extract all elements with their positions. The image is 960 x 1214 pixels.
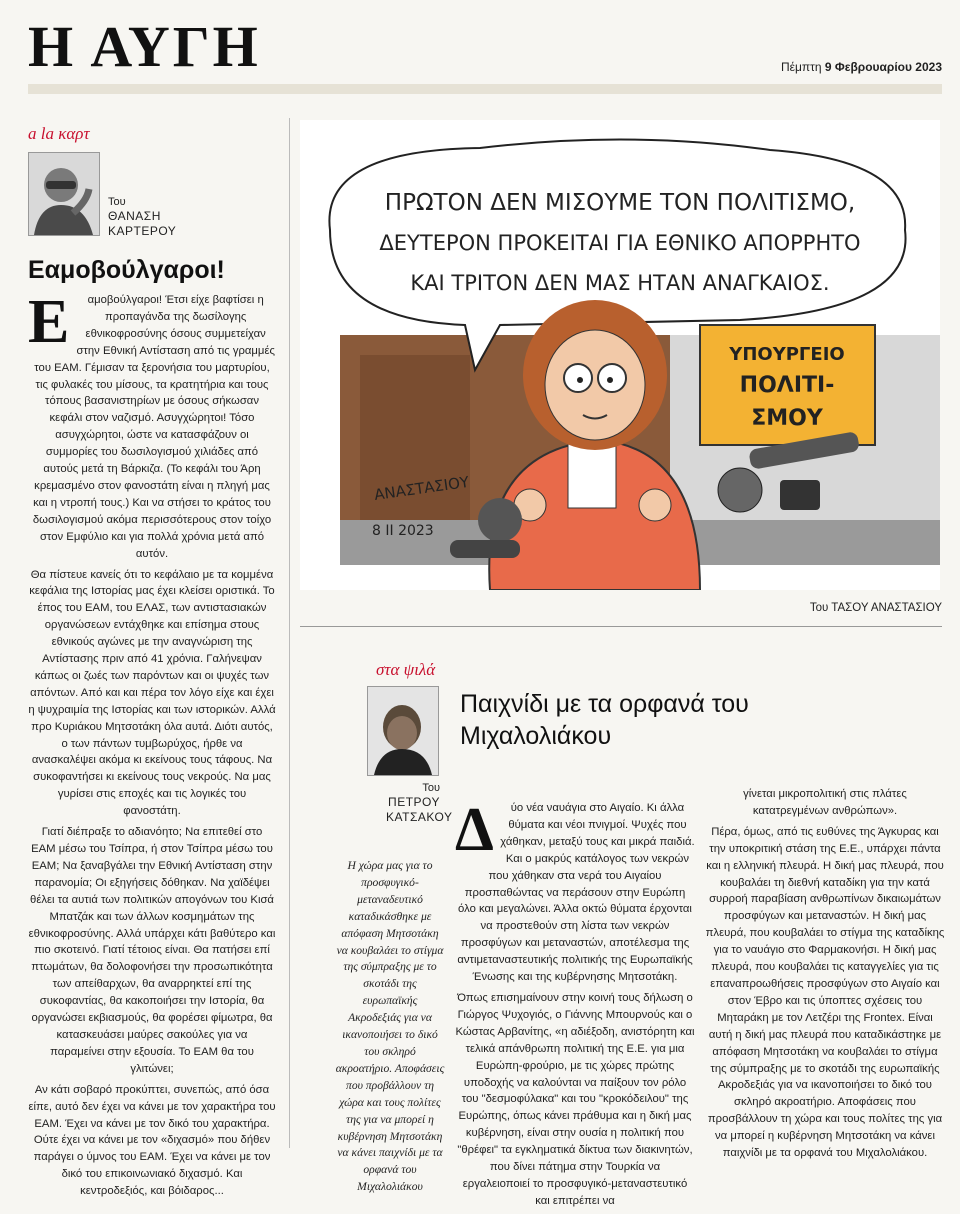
paragraph: Θα πίστευε κανείς ότι το κεφάλαιο με τα κομμένα κεφάλια της Ιστορίας μας έχει κλείσει οριστικά. Το έπος του ΕΑΜ, του ΕΛΑΣ, των αντιστασιακών οργανώσεων εντάχθηκε και επίσημα στους εθνικούς αγώνες με την αναγνώριση της Αντίστασης πριν από 41 χρόνια. Γαλήνεψαν κάπως οι ζωές των παρόντων και οι ψυχές των απόντων. Από και και πέρα τον λόγο είχε και έχει η ψυχραιμία της Ιστορίας και των ιστορικών. Αλλά προ Κυριάκου Μητσοτάκη όλα αυτά. Διότι αυτός, ο των πάντων τυμβωρύχος, ήρθε να ανασκαλέψει ακόμα κι εκείνους τους τάφους. Να συκοφαντήσει κι εκείνους τους νεκρούς. Να μας γυρίσει στις εποχές και τις λογικές του φανοστάτη. — [28, 568, 276, 818]
author-lastname: ΚΑΡΤΕΡΟΥ — [108, 223, 177, 238]
title-line-1: Παιχνίδι με τα ορφανά του — [460, 690, 749, 718]
cartoonist-signature: ΑΝΑΣΤΑΣΙΟΥ — [373, 472, 471, 504]
left-article-title: Εαμοβούλγαροι! — [28, 256, 225, 284]
right-article-column-2 — [705, 786, 945, 1166]
author-photo-katsakos — [367, 686, 439, 776]
section-label-a-la-carte: a la καρτ — [28, 124, 90, 143]
left-article-body — [28, 288, 276, 1204]
masthead-title: Η ΑΥΓΗ — [28, 14, 261, 79]
pull-quote: Η χώρα μας για το προσφυγικό-μεταναδευτικό καταδικάσθηκε με απόφαση Μητσοτάκη να κουβαλάει το στίγμα της σύμπραξης με το σκοτάδι της ευρωπαϊκής Ακροδεξιάς για να ικανοποιήσει το δικό του σκληρό ακροατήριο. Αποφάσεις που προβάλλουν τη χώρα και τους πολίτες της για να μπορεί η κυβέρνηση Μητσοτάκη να κάνει παιχνίδι με τα ορφανά του Μιχαλολιάκου — [335, 859, 445, 1194]
cartoon-date: 8 ΙΙ 2023 — [372, 523, 434, 539]
credit-name: ΤΑΣΟΥ ΑΝΑΣΤΑΣΙΟΥ — [831, 602, 942, 614]
editorial-cartoon — [300, 120, 940, 590]
masthead-rule — [28, 84, 942, 94]
paragraph-text: ύο νέα ναυάγια στο Αιγαίο. Κι άλλα θύματα και νέοι πνιγμοί. Ψυχές που χάθηκαν, μεταξύ τους και μικρά παιδιά. Και ο μακρύς κατάλογος των νεκρών που χάθηκαν στα νερά του Αιγαίου προσπαθώντας να περάσουν στην Ευρώπη όλο και μεγαλώνει. Άλλα οκτώ θύματα έρχονται να προστεθούν στη λίστα των νεκρών προσφύγων και μεταναστών, αποτέλεσμα της αντιμεταναστευτικής πολιτικής της Ευρωπαϊκής Ένωσης και της κυβέρνησης Μητσοτάκη. — [457, 802, 695, 984]
byline-label: Του — [108, 196, 126, 208]
right-article-column-1 — [455, 796, 695, 1214]
paragraph: Όπως επισημαίνουν στην κοινή τους δήλωση ο Γιώργος Ψυχογιός, ο Γιάννης Μπουρνούς και ο Κώστας Αρβανίτης, «η αδιέξοδη, ανιστόρητη και τελικά απάνθρωπη πολιτική της Ε.Ε. για μια Ευρώπη-φρούριο, με τις χώρες πρώτης υποδοχής να καλούνται να παίξουν τον ρόλο του "δεσμοφύλακα" και του "κροκόδειλου" της Ευρώπης, όπως κάνει πράθυμα και η δική μας κυβέρνηση, είναι στην ουσία η πολιτική που "θρέφει" τα εγκληματικά δίκτυα των διακινητών, που δίνει πάτημα στην Τουρκία να εργαλειοποιεί το προσφυγικό-μεταναστευτικό και επιτρέπει να — [455, 991, 695, 1207]
paragraph-text: αμοβούλγαροι! Έτσι είχε βαφτίσει η προπαγάνδα της δωσίλογης εθνικοφροσύνης όσους συμμετείχαν στην Εθνική Αντίσταση από τις γραμμές του ΕΑΜ. Γέμισαν τα ξερονήσια του μαρτυρίου, τις φυλακές του μίσους, τα κρατητήρια και τους τόπους βασανιστηρίων με όσους σήκωσαν κεφάλι στον ναζισμό. Ασυγχώρητοι! Τόσο ασυγχώρητοι, ώστε να κατασφάζουν οι συμμορίες του δωσιλογισμού χιλιάδες από αυτούς μετά τη Βάρκιζα. (Το κεφάλι του Άρη κρεμασμένο στον φανοστάτη είναι η πληγή μας και η ντροπή τους.) Και να στήσει το κράτος του δωσιλογισμού ακόμα περισσότερους στον τοίχο στον Εμφύλιο και για πολλά χρόνια μετά από αυτόν. — [32, 294, 275, 560]
right-article-title — [460, 688, 749, 752]
speech-line-3: ΚΑΙ ΤΡΙΤΟΝ ΔΕΝ ΜΑΣ ΗΤΑΝ ΑΝΑΓΚΑΙΟΣ. — [410, 271, 830, 295]
section-label-sta-psila: στα ψιλά — [376, 660, 436, 679]
paragraph — [28, 288, 276, 563]
right-byline — [386, 782, 453, 824]
author-firstname: ΘΑΝΑΣΗ — [108, 209, 161, 224]
sign-line-1: ΥΠΟΥΡΓΕΙΟ — [729, 344, 845, 365]
paragraph — [455, 796, 695, 986]
title-line-2: Μιχαλολιάκου — [460, 722, 612, 750]
column-divider — [289, 118, 290, 1148]
paragraph: Γιατί διέπραξε το αδιανόητο; Να επιτεθεί στο ΕΑΜ μέσω του Τσίπρα, ή στον Τσίπρα μέσω του ΕΑΜ; Να ξαναβγάλει την Εθνική Αντίσταση στην παρανομία; Οι εξηγήσεις δόθηκαν. Να χαϊδέψει θέλει τα αυτιά των πολιτικών απογόνων του Κισά Μπατζάκ και των άλλων κοσμημάτων της εθνικοφροσύνης. Αλλά υπάρχει κάτι βαθύτερο και πιο σκοτεινό. Γιατί τέτοιος είναι. Θα πατήσει επί πτωμάτων, θα δολοφονήσει την προσωπικότητα των απείθαρχων, θα αναρρηκτεί επί της συκοφαντίας, θα κακοποιήσει την Ιστορία, θα οργανώσει εκβιασμούς, θα φορέσει φίμωτρα, θα κατασκευάσει μαύρες σακούλες για να παραμείνει στην εξουσία. Το ΕΑΜ θα του γλιτώνει; — [28, 826, 276, 1075]
issue-date — [781, 60, 942, 74]
date-weekday: Πέμπτη — [780, 60, 822, 74]
dropcap: Δ — [455, 796, 494, 864]
cartoon-credit — [810, 602, 942, 614]
author-photo-karteros — [28, 152, 100, 236]
speech-line-1: ΠΡΩΤΟΝ ΔΕΝ ΜΙΣΟΥΜΕ ΤΟΝ ΠΟΛΙΤΙΣΜΟ, — [384, 190, 856, 216]
left-byline — [108, 196, 176, 238]
paragraph: Πέρα, όμως, από τις ευθύνες της Άγκυρας και την υποκριτική στάση της Ε.Ε., υπάρχει πάντα και η ελληνική πλευρά. Η δική μας πλευρά, που κουβαλάει τη διεθνή καταδίκη για την κατά συρροή παραβίαση ανθρωπίνων δικαιωμάτων προσφύγων και μεταναστών. Η δική μας πλευρά, που κουβαλάει το στίγμα της καταδίκης για το ναυάγιο στο Φαρμακονήσι. Η δική μας πλευρά, που κουβαλάει τις καταγγελίες για τις επαναπροωθήσεις προσφύγων στο Αιγαίο και στον Έβρο και τις ύποπτες σχέσεις του Μηταράκη με τον Λετζέρι της Frontex. Είναι αυτή η δική μας πλευρά που καταδικάστηκε με απόφαση Μητσοτάκη να κουβαλάει το στίγμα της σύμπραξης με το σκοτάδι της ευρωπαϊκής Ακροδεξιάς για να ικανοποιήσει το δικό του σκληρό ακροατήριο. Αποφάσεις που προσβάλλουν τη χώρα και τους πολίτες της για να μπορεί η κυβέρνηση Μητσοτάκη να κάνει παιχνίδι με τα ορφανά του Μιχαλολιάκου. — [705, 825, 945, 1160]
sign-line-2: ΠΟΛΙΤΙ- — [739, 373, 835, 398]
sign-line-3: ΣΜΟΥ — [751, 406, 823, 431]
author-lastname: ΚΑΤΣΑΚΟΥ — [386, 809, 453, 824]
byline-label: Του — [422, 782, 440, 794]
credit-label: Του — [809, 602, 829, 614]
speech-line-2: ΔΕΥΤΕΡΟΝ ΠΡΟΚΕΙΤΑΙ ΓΙΑ ΕΘΝΙΚΟ ΑΠΟΡΡΗΤΟ — [379, 231, 861, 255]
paragraph: γίνεται μικροπολιτική στις πλάτες κατατρεγμένων ανθρώπων». — [743, 788, 907, 817]
dropcap: Ε — [28, 288, 70, 356]
date-full: 9 Φεβρουαρίου 2023 — [824, 60, 942, 74]
author-firstname: ΠΕΤΡΟΥ — [388, 795, 440, 810]
paragraph: Αν κάτι σοβαρό προκύπτει, συνεπώς, από όσα είπε, αυτό δεν έχει να κάνει με τον χαρακτήρα του ΕΑΜ. Έχει να κάνει με τον δικό του χαρακτήρα. Ούτε έχει να κάνει με τον «διχασμό» που δήθεν παράγει ο ύμνος του ΕΑΜ. Έχει να κάνει με τον δικό του επικοινωνιακό διχασμό. Και κεντροδεξιός, και βόιδαρος... — [28, 1083, 276, 1198]
section-rule — [300, 626, 942, 627]
